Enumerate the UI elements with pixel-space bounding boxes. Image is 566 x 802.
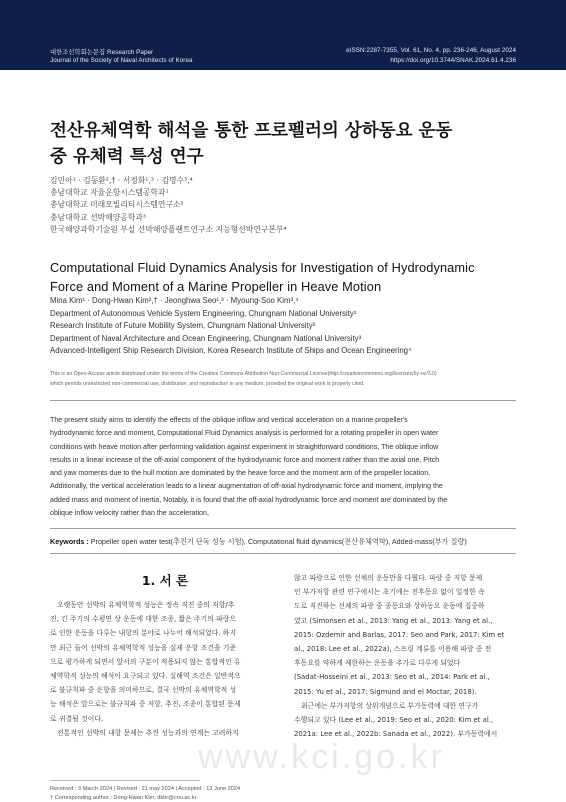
body-line: 수행되고 있다 (Lee et al., 2019: Seo et al., 2020: Kim et al., — [294, 716, 494, 725]
paper-title-en — [50, 258, 530, 296]
title-en-line: Force and Moment of a Marine Propeller in Heave Motion — [50, 279, 382, 294]
body-line: 진, 긴 주기의 수평면 상 운동에 대한 조종, 짧은 주기의 파랑으 — [50, 615, 237, 624]
footnote-divider — [50, 780, 200, 781]
body-line: 전통적인 선박의 내항 문제는 추진 성능과의 연계는 고려하지 — [57, 728, 239, 737]
body-line: 인 부가저항 관련 연구에서는 초기에는 전후동요 없이 일정한 속 — [294, 588, 485, 597]
issn-info: eISSN:2287-7355, Vol. 61, No. 4, pp. 236-246, August 2024 — [346, 47, 516, 54]
abstract-line: conditions with heave motion after performing validation against experiment in straightforward conditions, The oblique inflow — [50, 442, 439, 451]
body-line: 후동요를 약하게 제한하는 운동을 추가로 다루게 되었다 — [294, 659, 461, 668]
author-names-en: Mina Kim¹ · Dong-Hwan Kim²,† · Jeonghwa Seo¹,³ · Myoung-Soo Kim³,⁴ — [50, 296, 299, 305]
keywords-label: Keywords : — [50, 537, 89, 546]
affiliation-en: Department of Autonomous Vehicle System Engineering, Chungnam National University¹ — [50, 308, 357, 318]
keywords — [50, 537, 467, 547]
body-line: 로 인한 운동을 다루는 내항의 분야로 나누어 해석되었다. 하지 — [50, 629, 237, 638]
abstract — [50, 414, 516, 520]
title-en-line: Computational Fluid Dynamics Analysis for Investigation of Hydrodynamic — [50, 260, 475, 275]
authors-ko — [50, 175, 287, 236]
corresponding-author: † Corresponding author : Dong-Hwan Kim, dkbr@cnu.ac.kr — [50, 794, 197, 801]
body-line: al., 2018: Lee et al., 2022a), 스프링 계류를 이용해 파랑 중 전 — [294, 645, 492, 654]
body-line: 2015: Yu et al., 2017: Sigmund and el Moctar, 2018). — [294, 687, 477, 696]
body-line: 만 최근 들어 선박의 유체역학적 성능을 실제 운항 조건을 기준 — [50, 643, 237, 652]
affiliation-en: Advanced-Intelligent Ship Research Division, Korea Research Institute of Ships and Ocean Engineering⁴ — [50, 346, 412, 356]
body-column-left — [50, 598, 280, 740]
body-line: 로 불규칙파 중 운항을 의미하므로, 결국 선박의 유체역학적 성 — [50, 686, 237, 695]
journal-header-bar — [0, 0, 566, 70]
affiliation-ko: 충남대학교 자율운항시스템공학과¹ — [50, 188, 169, 198]
section-title: 1. 서 론 — [141, 573, 189, 588]
authors-en — [50, 295, 411, 358]
keywords-text: Propeller open water test(추진기 단독 성능 시험), Computational fluid dynamics(전산유체역학), Added-mass(부가 질량) — [90, 537, 467, 546]
divider — [50, 553, 516, 554]
title-ko-line: 중 유체력 특성 연구 — [50, 147, 204, 167]
body-line: 않고 파랑으로 인한 선체의 운동만을 다뤘다. 파랑 중 저항 문제 — [294, 574, 483, 582]
author-names-ko: 김민아¹ · 김동환²,† · 서정화¹,³ · 김명수³,⁴ — [50, 176, 193, 185]
divider — [50, 400, 516, 401]
body-line: 2021a: Lee et al., 2022b: Sanada et al., 2022). 부가동력에서 — [294, 730, 498, 739]
journal-name-ko: 대한조선학회논문집 Research Paper — [50, 49, 154, 56]
abstract-line: added mass and moment of inertia, Notably, it is found that the off-axial hydrodynamic force and moment are dominated by the — [50, 495, 448, 504]
body-line: 체역학적 성능의 해석이 요구되고 있다. 실해역 조건은 일반적으 — [50, 672, 241, 681]
body-column-right — [294, 571, 524, 741]
title-ko-line: 전산유체역학 해석을 통한 프로펠러의 상하동요 운동 — [50, 121, 453, 141]
body-line: 2015: Ozdemir and Barlas, 2017: Seo and Park, 2017: Kim et — [294, 630, 505, 639]
body-line: 오랫동안 선박의 유체역학적 성능은 정속 직진 중의 저항/추 — [57, 601, 235, 609]
abstract-line: and yaw moments due to the hull motion are dominated by the heave force and the moment arm of the propeller location, — [50, 469, 431, 478]
body-line: 로 귀결될 것이다. — [50, 714, 104, 723]
abstract-line: The present study aims to identify the effects of the oblique inflow and vertical acceleration on a marine propeller's — [50, 416, 408, 424]
paper-title-ko — [50, 118, 520, 170]
affiliation-ko: 충남대학교 미래모빌리티시스템연구소² — [50, 200, 184, 210]
journal-name-en: Journal of the Society of Naval Architects of Korea — [50, 57, 193, 64]
abstract-line: Additionally, the vertical acceleration leads to a linear augmentation of off-axial hydrodynamic force and moment, implying the — [50, 482, 443, 491]
body-line: (Sadat-Hosseini et al., 2013: Seo et al., 2014: Park et al., — [294, 673, 490, 682]
body-line: 였고 (Simonsen et al., 2013: Yang et al., 2013: Yang et al., — [294, 616, 493, 625]
affiliation-en: Research Institute of Future Mobility System, Chungnam National University² — [50, 321, 316, 331]
affiliation-ko: 충남대학교 선박해양공학과³ — [50, 212, 146, 222]
divider — [50, 528, 516, 529]
footer-notes — [50, 785, 516, 802]
body-line: 도로 직진하는 선체의 파랑 중 종동요와 상하동요 운동에 집중하 — [294, 602, 485, 611]
abstract-line: oblique inflow velocity rather than the acceleration, — [50, 509, 209, 518]
doi-link[interactable]: https://doi.org/10.3744/SNAK.2024.61.4.236 — [390, 57, 516, 64]
body-line: 으로 평가하게 되면서 앞서의 구분이 적용되지 않는 통합적인 유 — [50, 657, 241, 666]
received-dates: Received : 3 March 2024 | Revised : 21 may 2024 | Accepted : 13 June 2024 — [50, 786, 241, 792]
body-line: 최근에는 부가저항의 상위개념으로 부가동력에 대한 연구가 — [301, 701, 479, 710]
abstract-line: results in a linear increase of the off-axial component of the hydrodynamic force and moment rather than the axial one, Pitch — [50, 455, 440, 464]
watermark: www.kci.go.kr — [198, 738, 445, 776]
affiliation-ko: 한국해양과학기술원 부설 선박해양플랜트연구소 지능형선박연구본부⁴ — [50, 224, 287, 234]
abstract-line: hydrodynamic force and moment, Computational Fluid Dynamics analysis is performed for a rotating propeller in open water — [50, 429, 439, 438]
body-line: 능 해석은 앞으로는 불규칙파 중 저항, 추진, 조종이 통합된 문제 — [50, 700, 241, 709]
license-line: This is an Open-Access article distributed under the terms of the Creative Commons Attribution Non-Commercial License(http://creativecommons.org/licenses/by-nc/3.0) — [50, 371, 437, 377]
license-line: which permits unrestricted non-commercial use, distribution, and reproduction in any medium, provided the original work is properly cited. — [50, 381, 365, 387]
affiliation-en: Department of Naval Architecture and Ocean Engineering, Chungnam National University³ — [50, 333, 362, 343]
license-notice — [50, 369, 520, 389]
